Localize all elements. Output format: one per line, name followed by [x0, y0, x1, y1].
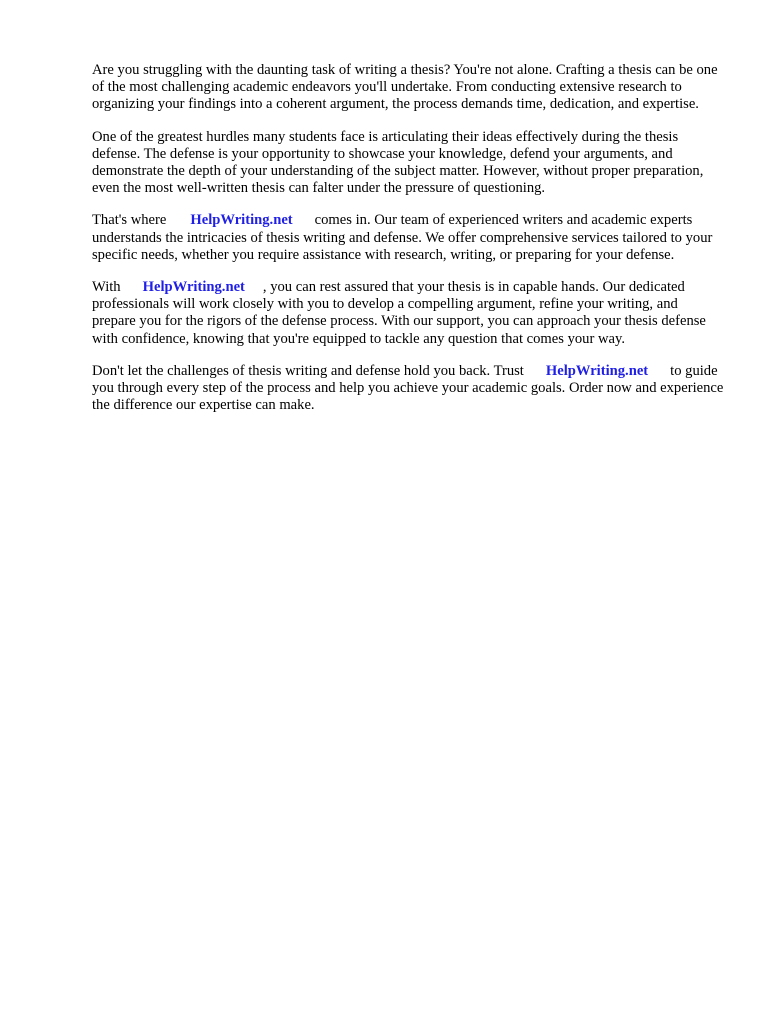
paragraph-text-before: With	[92, 279, 121, 296]
paragraph-thats-where	[92, 212, 724, 264]
paragraph-text-before: Don't let the challenges of thesis writing and defense hold you back. Trust	[92, 362, 524, 379]
paragraph-closing	[92, 363, 724, 415]
paragraph-defense: One of the greatest hurdles many students face is articulating their ideas effectively during the thesis defense. The defense is your opportunity to showcase your knowledge, defend your arguments, and demonstrate the depth of your understanding of the subject matter. However, without proper preparation, even the most well-written thesis can falter under the pressure of questioning.	[92, 128, 704, 197]
paragraph-with	[92, 279, 724, 348]
paragraph-text-before: That's where	[92, 212, 167, 229]
paragraph-text-after: comes in. Our team of experienced writers and academic experts understands the intricacies of thesis writing and defense. We offer comprehensive services tailored to your specific needs, whether you require assistance with research, writing, or preparing for your defense.	[92, 212, 713, 263]
helpwriting-link[interactable]: HelpWriting.net	[190, 212, 293, 229]
document-page	[92, 62, 724, 429]
helpwriting-link[interactable]: HelpWriting.net	[545, 362, 649, 379]
helpwriting-link[interactable]: HelpWriting.net	[142, 279, 245, 296]
paragraph-text-after: , you can rest assured that your thesis is in capable hands. Our dedicated professionals will work closely with you to develop a compelling argument, refine your writing, and prepare you for the rigors of the defense process. With our support, you can approach your thesis defense with confidence, knowing that you're equipped to tackle any question that comes your way.	[92, 279, 706, 347]
paragraph-text-after: to guide you through every step of the process and help you achieve your academic goals. Order now and experience the difference our expertise can make.	[92, 362, 724, 414]
paragraph-intro: Are you struggling with the daunting task of writing a thesis? You're not alone. Crafting a thesis can be one of the most challenging academic endeavors you'll undertake. From conducting extensive research to organizing your findings into a coherent argument, the process demands time, dedication, and expertise.	[92, 62, 718, 113]
